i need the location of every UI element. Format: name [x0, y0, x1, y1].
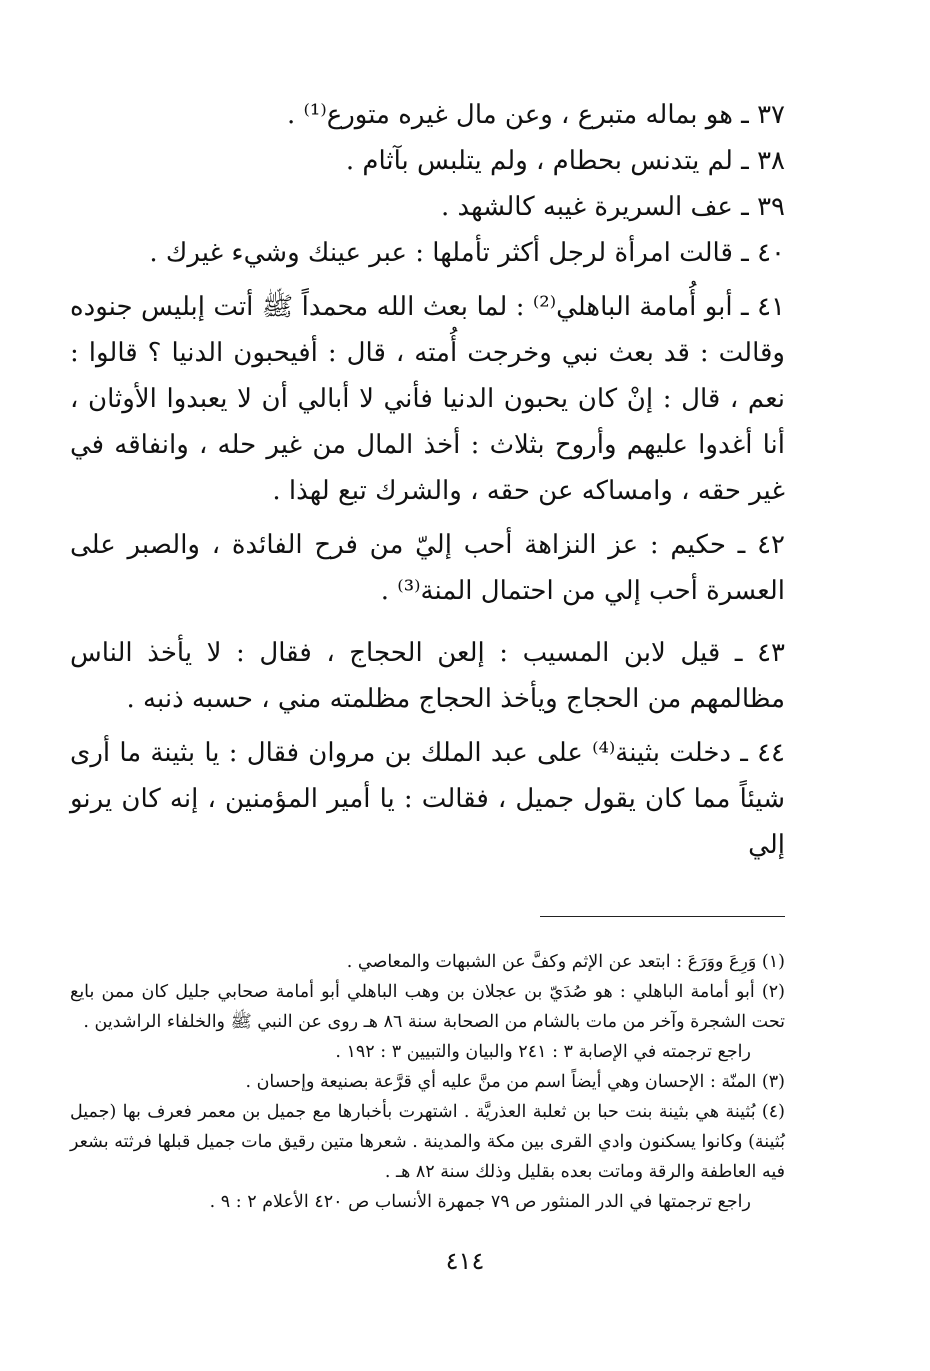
footnote-3: (٣) المنّة : الإحسان وهي أيضاً اسم من منَّ عليه أي قرَّعة بصنيعة وإحسان .	[245, 1072, 785, 1092]
saying-42: ٤٢ ـ حكيم : عز النزاهة أحب إليّ من فرح الفائدة ، والصبر على العسرة أحب إلي من احتمال المنة⁽³⁾ .	[70, 530, 785, 606]
saying-40: ٤٠ ـ قالت امرأة لرجل أكثر تأملها : عبر عينك وشيء غيرك .	[149, 238, 785, 268]
saying-39: ٣٩ ـ عف السريرة غيبه كالشهد .	[441, 192, 785, 222]
main-text	[70, 92, 785, 868]
footnote-2-reference: راجع ترجمته في الإصابة ٣ : ٢٤١ والبيان والتبيين ٣ : ١٩٢ .	[335, 1042, 751, 1062]
footnote-divider	[540, 916, 785, 917]
footnote-4-reference: راجع ترجمتها في الدر المنثور ص ٧٩ جمهرة الأنساب ص ٤٢٠ الأعلام ٢ : ٩ .	[209, 1192, 751, 1212]
footnote-4: (٤) بُثينة هي بثينة بنت حبا بن ثعلبة العذريَّة . اشتهرت بأخبارها مع جميل بن معمر فعرف بها (جميل بُثينة) وكانوا يسكنون وادي القرى بين مكة والمدينة . شعرها متين رقيق مات جميل قبلها فرثته بشعر فيه العاطفة والرقة وماتت بعده بقليل وذلك سنة ٨٢ هـ .	[70, 1102, 785, 1182]
saying-41: ٤١ ـ أبو أُمامة الباهلي⁽²⁾ : لما بعث الله محمداً ﷺ أتت إبليس جنوده وقالت : قد بعث نبي وخرجت أُمته ، قال : أفيحبون الدنيا ؟ قالوا : نعم ، قال : إنْ كان يحبون الدنيا فأني لا أبالي أن لا يعبدوا الأوثان ، أنا أغدوا عليهم وأروح بثلاث : أخذ المال من غير حله ، وانفاقه في غير حقه ، وامساكه عن حقه ، والشرك تبع لهذا .	[70, 292, 786, 506]
footnote-2: (٢) أبو أمامة الباهلي : هو صُدَيّ بن عجلان بن وهب الباهلي أبو أمامة صحابي جليل كان ممن بايع تحت الشجرة وآخر من مات بالشام من الصحابة سنة ٨٦ هـ روى عن النبي ﷺ والخلفاء الراشدين .	[70, 982, 785, 1032]
saying-44: ٤٤ ـ دخلت بثينة⁽⁴⁾ على عبد الملك بن مروان فقال : يا بثينة ما أرى شيئاً مما كان يقول جميل ، فقالت : يا أمير المؤمنين ، إنه كان يرنو إلي	[70, 738, 785, 860]
page-number: ٤١٤	[445, 1247, 485, 1275]
saying-38: ٣٨ ـ لم يتدنس بحطام ، ولم يتلبس بآثام .	[345, 146, 785, 176]
footnote-1: (١) وَرِعَ ووَرَعَ : ابتعد عن الإثم وكفَّ عن الشبهات والمعاصي .	[346, 952, 785, 972]
saying-37: ٣٧ ـ هو بماله متبرع ، وعن مال غيره متورع⁽¹⁾ .	[286, 100, 785, 130]
saying-43: ٤٣ ـ قيل لابن المسيب : إلعن الحجاج ، فقال : لا يأخذ الناس مظالمهم من الحجاج ويأخذ الحجاج مظلمته مني ، حسبه ذنبه .	[70, 638, 785, 714]
footnotes	[70, 947, 785, 1217]
book-page	[70, 92, 785, 1217]
